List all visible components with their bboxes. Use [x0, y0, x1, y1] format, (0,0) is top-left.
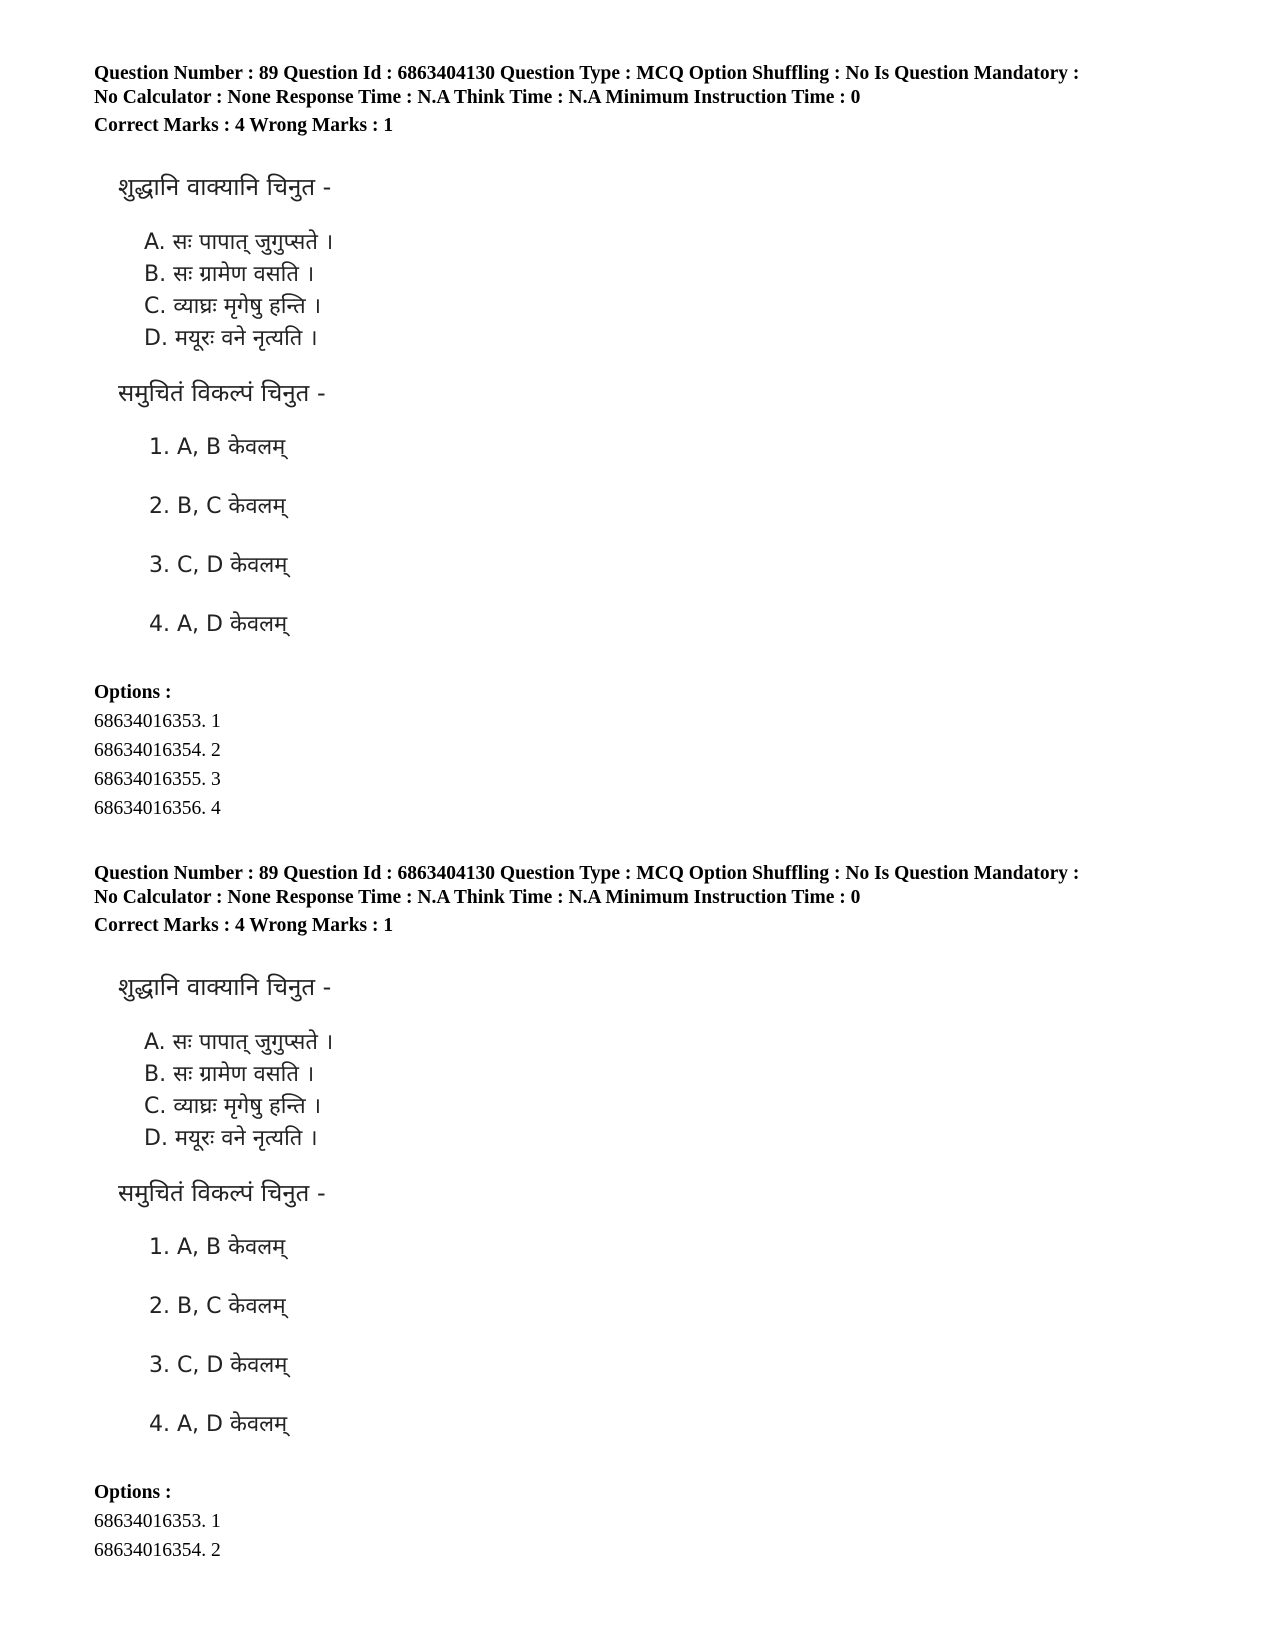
options-label: Options : — [94, 1482, 172, 1503]
question-meta-line: Question Number : 89 Question Id : 6863404130 Question Type : MCQ Option Shuffling : No Is Question Mandatory : — [94, 63, 1080, 84]
statement: A. सः पापात् जुगुप्सते । — [144, 230, 334, 255]
question-block — [94, 62, 1214, 822]
choice-item: 1. A, B केवलम् — [149, 1235, 286, 1260]
choose-prompt: समुचितं विकल्पं चिनुत - — [118, 379, 326, 407]
statement: C. व्याघ्रः मृगेषु हन्ति । — [144, 294, 322, 319]
choice-item: 1. A, B केवलम् — [149, 435, 286, 460]
statement: B. सः ग्रामेण वसति । — [144, 1062, 315, 1087]
option-row: 68634016356. 4 — [94, 798, 221, 819]
choice-item: 3. C, D केवलम् — [149, 1353, 288, 1378]
question-prompt: शुद्धानि वाक्यानि चिनुत - — [118, 973, 332, 1001]
marks-line: Correct Marks : 4 Wrong Marks : 1 — [94, 915, 394, 936]
marks-line: Correct Marks : 4 Wrong Marks : 1 — [94, 115, 394, 136]
choice-item: 4. A, D केवलम् — [149, 612, 288, 637]
choice-item: 2. B, C केवलम् — [149, 494, 286, 519]
statement: B. सः ग्रामेण वसति । — [144, 262, 315, 287]
statement: D. मयूरः वने नृत्यति । — [144, 326, 318, 351]
choice-item: 3. C, D केवलम् — [149, 553, 288, 578]
option-row: 68634016353. 1 — [94, 711, 221, 732]
question-prompt: शुद्धानि वाक्यानि चिनुत - — [118, 173, 332, 201]
statement: D. मयूरः वने नृत्यति । — [144, 1126, 318, 1151]
choice-item: 2. B, C केवलम् — [149, 1294, 286, 1319]
question-meta-line: No Calculator : None Response Time : N.A Think Time : N.A Minimum Instruction Time : 0 — [94, 887, 861, 908]
option-row: 68634016354. 2 — [94, 740, 221, 761]
option-row: 68634016354. 2 — [94, 1540, 221, 1561]
option-row: 68634016353. 1 — [94, 1511, 221, 1532]
statement: A. सः पापात् जुगुप्सते । — [144, 1030, 334, 1055]
question-meta-line: Question Number : 89 Question Id : 6863404130 Question Type : MCQ Option Shuffling : No Is Question Mandatory : — [94, 863, 1080, 884]
question-block — [94, 862, 1214, 1582]
statement: C. व्याघ्रः मृगेषु हन्ति । — [144, 1094, 322, 1119]
choice-item: 4. A, D केवलम् — [149, 1412, 288, 1437]
option-row: 68634016355. 3 — [94, 769, 221, 790]
choose-prompt: समुचितं विकल्पं चिनुत - — [118, 1179, 326, 1207]
options-label: Options : — [94, 682, 172, 703]
question-meta-line: No Calculator : None Response Time : N.A Think Time : N.A Minimum Instruction Time : 0 — [94, 87, 861, 108]
